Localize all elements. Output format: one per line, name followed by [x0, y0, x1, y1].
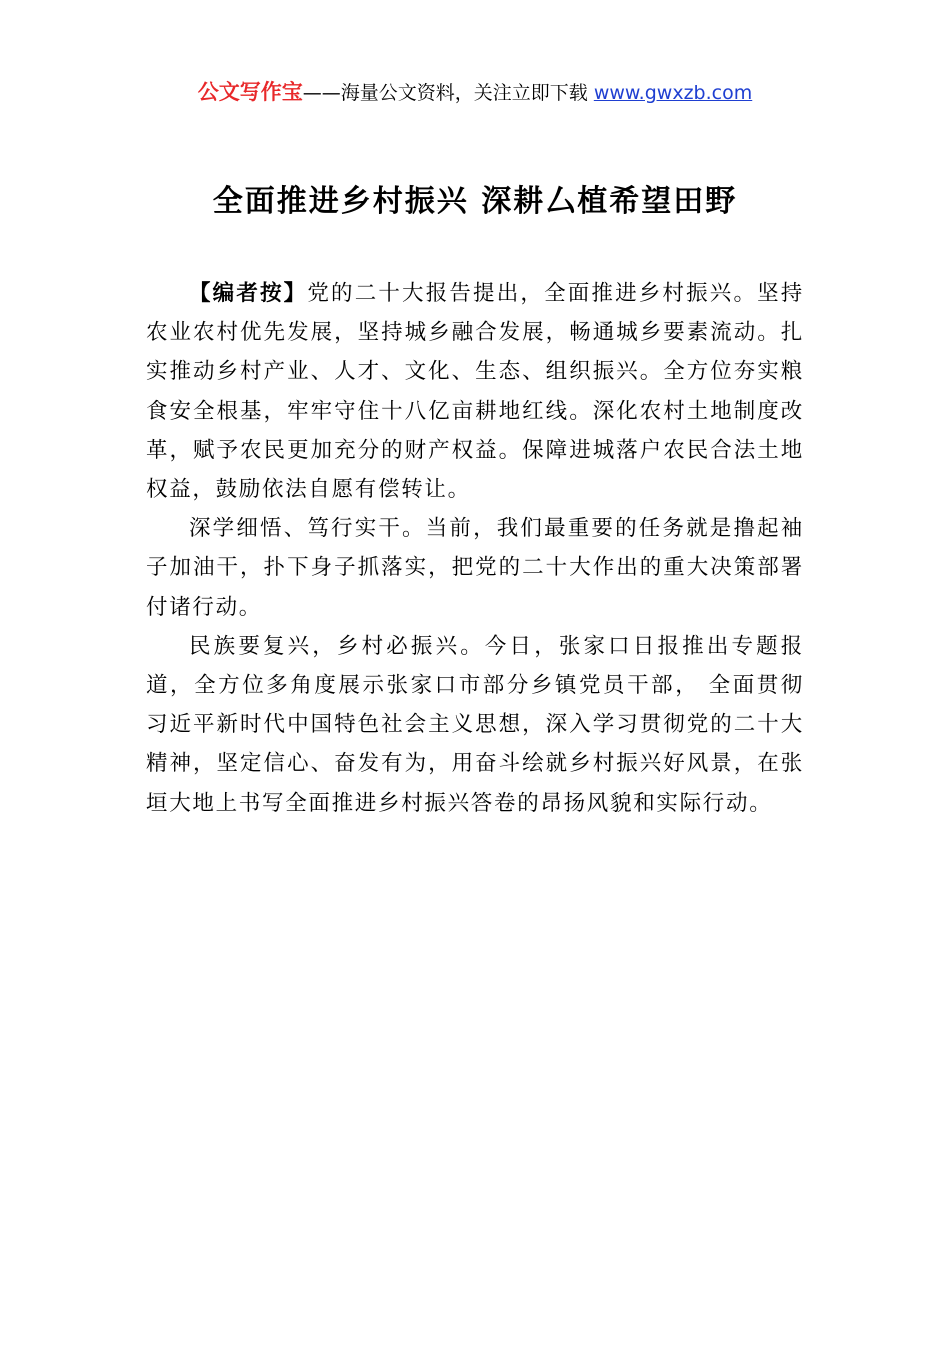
brand-name: 公文写作宝	[197, 80, 303, 104]
website-link[interactable]: www.gwxzb.com	[593, 82, 753, 104]
editor-note-text: 党的二十大报告提出，全面推进乡村振兴。坚持农业农村优先发展，坚持城乡融合发展，畅通城乡要素流动。扎实推动乡村产业、人才、文化、生态、组织振兴。全方位夯实粮食安全根基，牢牢守住十八亿亩耕地红线。深化农村土地制度改革，赋予农民更加充分的财产权益。保障进城落户农民合法土地权益，鼓励依法自愿有偿转让。	[146, 281, 804, 503]
article-body	[146, 274, 804, 823]
editor-note-paragraph	[146, 274, 804, 509]
header-tagline: ——海量公文资料，关注立即下载	[302, 82, 594, 104]
article-title: 全面推进乡村振兴 深耕厶植希望田野	[212, 184, 738, 219]
page-header	[0, 78, 950, 107]
editor-note-label: 【编者按】	[189, 281, 308, 306]
body-paragraph: 民族要复兴，乡村必振兴。今日，张家口日报推出专题报道，全方位多角度展示张家口市部分乡镇党员干部， 全面贯彻习近平新时代中国特色社会主义思想，深入学习贯彻党的二十大精神，坚定信心、奋发有为，用奋斗绘就乡村振兴好风景，在张垣大地上书写全面推进乡村振兴答卷的昂扬风貌和实际行动。	[146, 633, 804, 816]
body-paragraph: 深学细悟、笃行实干。当前，我们最重要的任务就是撸起袖子加油干，扑下身子抓落实，把党的二十大作出的重大决策部署付诸行动。	[146, 516, 804, 620]
